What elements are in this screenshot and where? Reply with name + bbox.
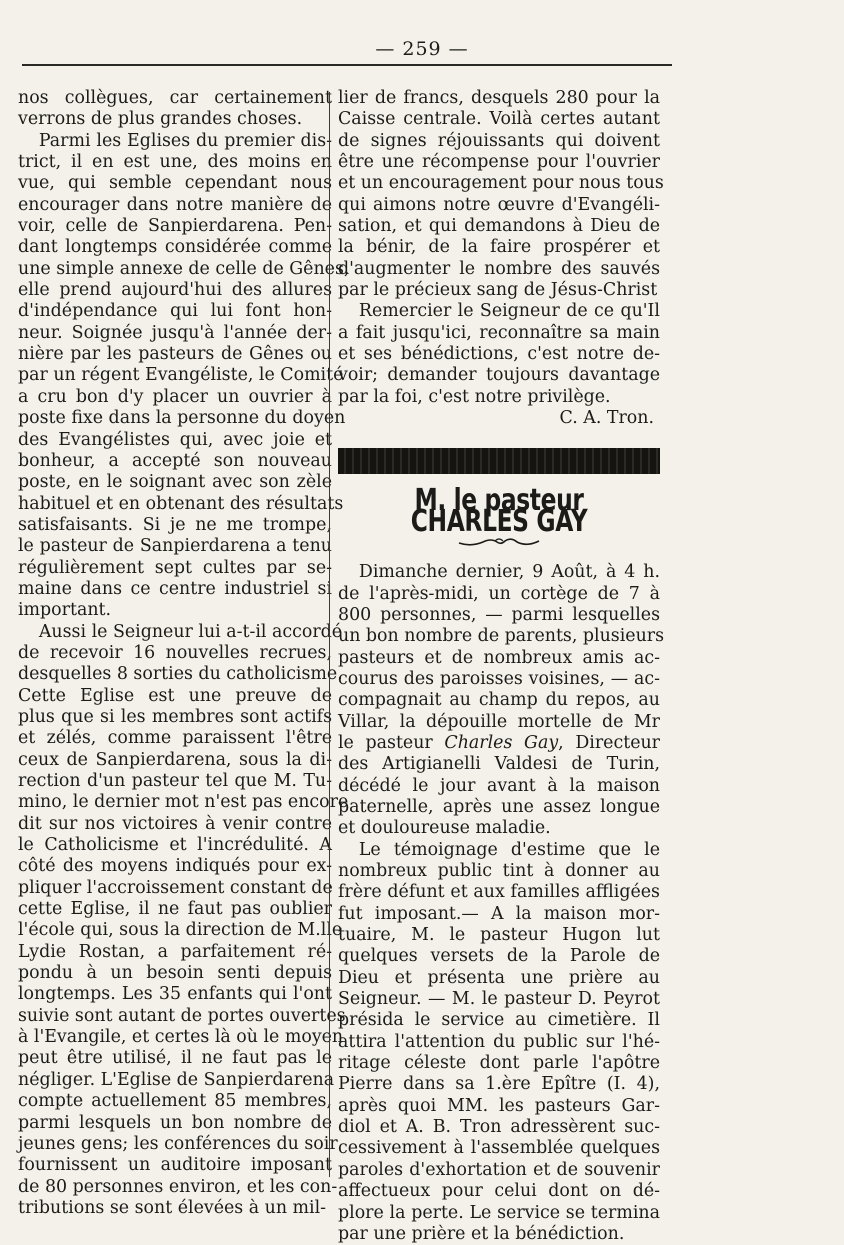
section-band <box>338 448 660 474</box>
text-line: présida le service au cimetière. Il <box>338 1010 660 1031</box>
text-line: paternelle, après une assez longue <box>338 796 660 817</box>
text-line: fournissent un auditoire imposant <box>18 1155 332 1176</box>
text-line: régulièrement sept cultes par se- <box>18 557 332 578</box>
text-line: nombreux public tint à donner au <box>338 861 660 881</box>
text-line: dant longtemps considérée comme <box>18 237 332 258</box>
text-line: être une récompense pour l'ouvrier <box>338 152 660 173</box>
text-line: desquelles 8 sorties du catholicisme. <box>18 664 343 685</box>
text-line: voir, celle de Sanpierdarena. Pen- <box>18 216 332 237</box>
text-line: Villar, la dépouille mortelle de Mr <box>338 711 660 732</box>
text-line: la bénir, de la faire prospérer et <box>338 237 660 258</box>
text-line: courus des paroisses voisines, — ac- <box>338 668 660 689</box>
text-line: paroles d'exhortation et de souvenir <box>338 1159 660 1180</box>
right-column <box>338 88 665 1245</box>
text-line: Seigneur. — M. le pasteur D. Peyrot <box>338 989 660 1010</box>
text-line: pliquer l'accroissement constant de <box>18 877 333 898</box>
page-number: — 259 — <box>375 38 469 60</box>
text-line: quelques versets de la Parole de <box>338 946 660 967</box>
text-line: voir; demander toujours davantage <box>338 365 660 386</box>
text-line: à l'Evangile, et certes là où le moyen <box>18 1027 344 1048</box>
text-line: Pierre dans sa 1.ère Epître (I. 4), <box>338 1074 660 1095</box>
left-column <box>8 88 350 1219</box>
text-line: par un régent Evangéliste, le Comité <box>18 365 344 386</box>
text-line: par la foi, c'est notre privilège. <box>338 386 611 407</box>
text-line: Dimanche dernier, 9 Août, à 4 h. <box>358 562 660 583</box>
text-line: frère défunt et aux familles affligées <box>338 882 660 903</box>
text-line: le Catholicisme et l'incrédulité. A <box>18 835 332 856</box>
text-line: par le précieux sang de Jésus-Christ <box>338 280 658 301</box>
text-line: cette Eglise, il ne faut pas oublier <box>18 899 332 920</box>
text-line: Aussi le Seigneur lui a-t-il accordé <box>38 621 343 642</box>
text-line: poste, en le soignant avec son zèle <box>18 472 332 493</box>
text-line: elle prend aujourd'hui des allures <box>18 280 332 301</box>
text-line: Le témoignage d'estime que le <box>358 839 660 860</box>
text-line: ritage céleste dont parle l'apôtre <box>338 1053 660 1074</box>
text-line: Caisse centrale. Voilà certes autant <box>338 109 660 130</box>
text-line: a cru bon d'y placer un ouvrier à <box>18 386 332 407</box>
text-line: d'augmenter le nombre des sauvés <box>338 258 660 279</box>
text-line: tributions se sont élevées à un mil- <box>18 1197 327 1218</box>
text-line: le pasteur de Sanpierdarena a tenu <box>18 536 332 557</box>
text-line: lier de francs, desquels 280 pour la <box>338 88 660 108</box>
text-line: Remercier le Seigneur de ce qu'Il <box>358 301 660 322</box>
text-line: fut imposant.— A la maison mor- <box>338 903 660 924</box>
text-line: Lydie Rostan, a parfaitement ré- <box>18 941 332 962</box>
text-line: nos collègues, car certainement <box>18 88 332 108</box>
column-divider <box>329 92 330 1177</box>
text-line: décédé le jour avant à la maison <box>338 775 660 796</box>
text-line: maine dans ce centre industriel si <box>18 578 332 599</box>
text-line: Cette Eglise est une preuve de <box>18 685 332 706</box>
text-line: et douloureuse maladie. <box>338 818 551 839</box>
text-line: jeunes gens; les conférences du soir <box>18 1133 338 1154</box>
text-line: plus que si les membres sont actifs <box>18 706 332 727</box>
text-line: encourager dans notre manière de <box>18 194 332 215</box>
text-line: nière par les pasteurs de Gênes ou <box>18 344 332 365</box>
text-line: et zélés, comme paraissent l'être <box>18 728 332 749</box>
text-line: poste fixe dans la personne du doyen <box>18 408 346 429</box>
text-line: affectueux pour celui dont on dé- <box>338 1181 660 1202</box>
text-line: et un encouragement pour nous tous <box>338 173 664 194</box>
closing-paragraphs <box>338 88 664 408</box>
text-line: diol et A. B. Tron adressèrent suc- <box>338 1117 660 1138</box>
text-line: suivie sont autant de portes ouvertes <box>18 1005 346 1026</box>
text-line: des Evangélistes qui, avec joie et <box>18 429 332 450</box>
text-line: compagnait au champ du repos, au <box>338 690 660 711</box>
text-line: compte actuellement 85 membres, <box>18 1091 332 1112</box>
text-line: une simple annexe de celle de Gênes, <box>18 258 350 279</box>
text-line: d'indépendance qui lui font hon- <box>18 301 332 322</box>
text-line: verrons de plus grandes choses. <box>18 109 303 130</box>
text-line: Parmi les Eglises du premier dis- <box>38 130 332 151</box>
text-line: cessivement à l'assemblée quelques <box>338 1138 660 1159</box>
text-line: trict, il en est une, des moins en <box>18 152 332 173</box>
text-line: habituel et en obtenant des résultats <box>18 493 344 514</box>
text-line: peut être utilisé, il ne faut pas le <box>18 1048 332 1069</box>
text-line: un bon nombre de parents, plusieurs <box>338 626 665 647</box>
text-line: et ses bénédictions, c'est notre de- <box>338 344 660 365</box>
text-line: a fait jusqu'ici, reconnaître sa main <box>338 322 660 343</box>
text-line: plore la perte. Le service se termina <box>338 1202 660 1223</box>
text-line: dit sur nos victoires à venir contre <box>18 813 332 834</box>
text-line: qui aimons notre œuvre d'Evangéli- <box>338 194 660 215</box>
text-line: attira l'attention du public sur l'hé- <box>338 1031 660 1052</box>
headline: M. le pasteur CHARLES GAY <box>410 482 588 539</box>
text-line: mino, le dernier mot n'est pas encore <box>18 792 349 813</box>
text-line: important. <box>18 600 112 621</box>
text-line: de signes réjouissants qui doivent <box>338 130 660 151</box>
obituary-article <box>338 562 665 1245</box>
text-line: sation, et qui demandons à Dieu de <box>338 216 660 237</box>
text-line: de recevoir 16 nouvelles recrues, <box>18 642 332 663</box>
text-line: ceux de Sanpierdarena, sous la di- <box>18 749 332 770</box>
text-line: négliger. L'Eglise de Sanpierdarena <box>18 1069 335 1090</box>
text-line: de 80 personnes environ, et les con- <box>18 1176 338 1197</box>
text-line: parmi lesquels un bon nombre de <box>18 1112 332 1133</box>
text-line: vue, qui semble cependant nous <box>18 173 332 194</box>
text-line: neur. Soignée jusqu'à l'année der- <box>18 322 332 343</box>
text-line: rection d'un pasteur tel que M. Tu- <box>18 771 332 791</box>
text-line: de l'après-midi, un cortège de 7 à <box>338 583 660 604</box>
text-line: des Artigianelli Valdesi de Turin, <box>338 754 660 775</box>
text-line: par une prière et la bénédiction. <box>338 1223 625 1244</box>
text-line: pondu à un besoin senti depuis <box>18 963 332 984</box>
text-line: longtemps. Les 35 enfants qui l'ont <box>18 984 332 1005</box>
text-line: 800 personnes, — parmi lesquelles <box>338 604 660 625</box>
text-line: Dieu et présenta une prière au <box>338 967 660 988</box>
text-line: après quoi MM. les pasteurs Gar- <box>338 1095 660 1116</box>
text-line: l'école qui, sous la direction de M.lle <box>18 920 343 941</box>
text-line: tuaire, M. le pasteur Hugon lut <box>338 925 660 946</box>
text-line: le pasteur Charles Gay, Directeur <box>338 732 660 753</box>
header-rule <box>22 64 672 66</box>
text-line: côté des moyens indiqués pour ex- <box>18 856 332 877</box>
text-line: pasteurs et de nombreux amis ac- <box>338 647 660 668</box>
signature: C. A. Tron. <box>559 408 654 429</box>
text-line: bonheur, a accepté son nouveau <box>18 450 332 471</box>
text-line: satisfaisants. Si je ne me trompe, <box>18 514 332 535</box>
